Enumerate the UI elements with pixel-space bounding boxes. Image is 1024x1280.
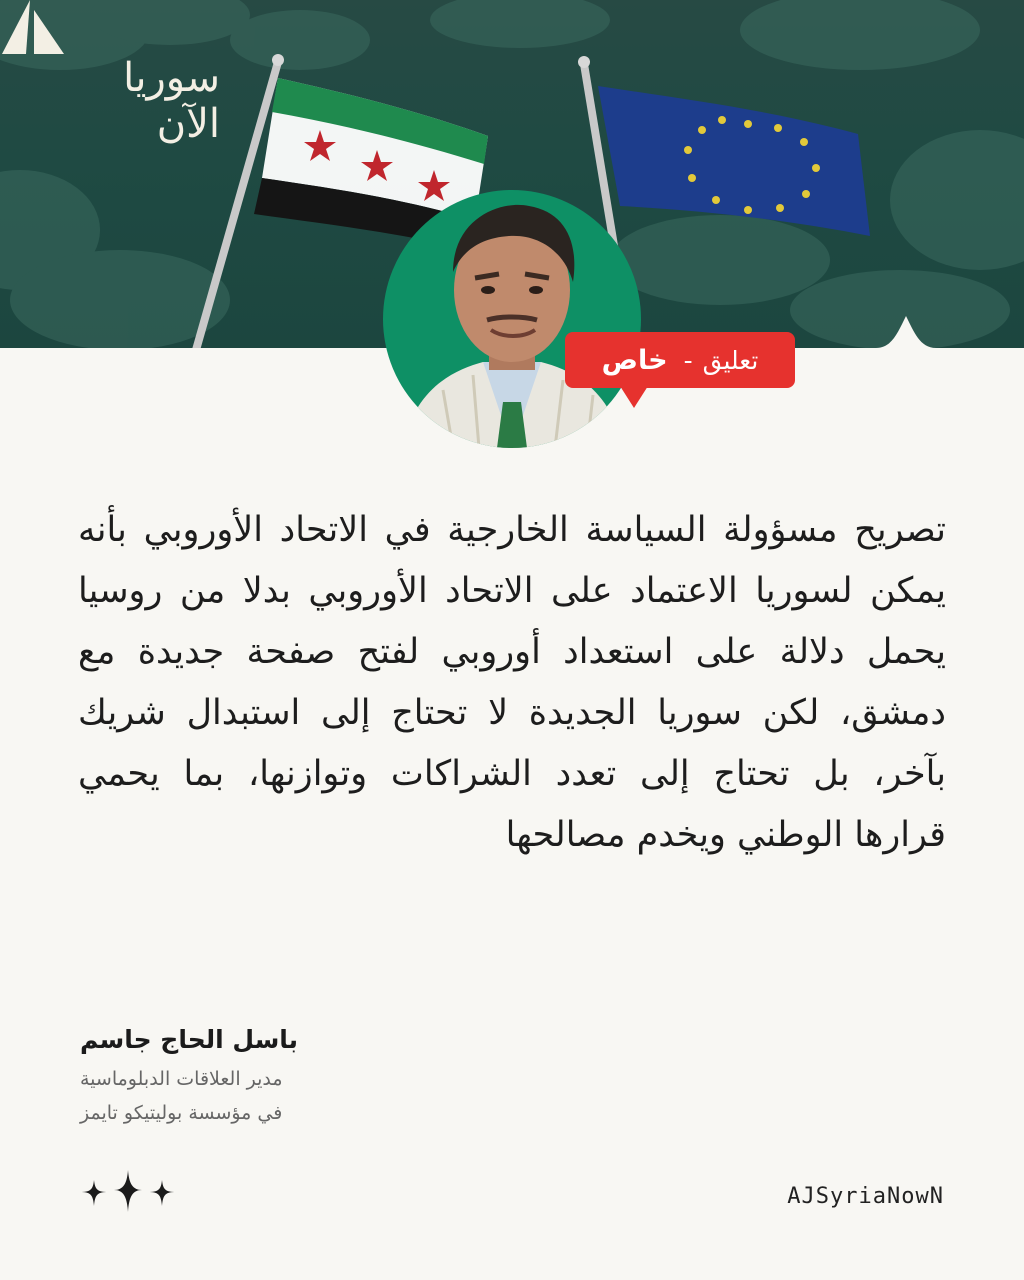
tag-separator: - [683,345,693,375]
author-role-line-1: مدير العلاقات الدبلوماسية [80,1068,283,1090]
social-handle: AJSyriaNowN [787,1184,944,1209]
logo-line-1: سوريا [123,55,220,101]
author-block [80,1025,380,1130]
brand-logo [80,55,220,155]
comment-exclusive-tag [565,332,795,388]
author-role-line-2: في مؤسسة بوليتيكو تايمز [80,1102,283,1124]
sparkles-icon [80,1170,180,1214]
logo-line-2: الآن [156,101,220,147]
tag-label: تعليق [702,345,759,375]
quote-text: تصريح مسؤولة السياسة الخارجية في الاتحاد الأوروبي بأنه يمكن لسوريا الاعتماد على الاتحاد الأوروبي بدلا من روسيا يحمل دلالة على استعداد أوروبي لفتح صفحة جديدة مع دمشق، لكن سوريا الجديدة لا تحتاج إلى استبدال شريك بآخر، بل تحتاج إلى تعدد الشراكات وتوازنها، بما يحمي قرارها الوطني ويخدم مصالحها [78,510,946,855]
triangle-sail-icon [0,0,66,56]
tag-pointer [620,386,648,408]
speaker-portrait [383,190,641,448]
author-name: باسل الحاج جاسم [80,1025,299,1054]
tag-emphasis: خاص [601,344,668,376]
